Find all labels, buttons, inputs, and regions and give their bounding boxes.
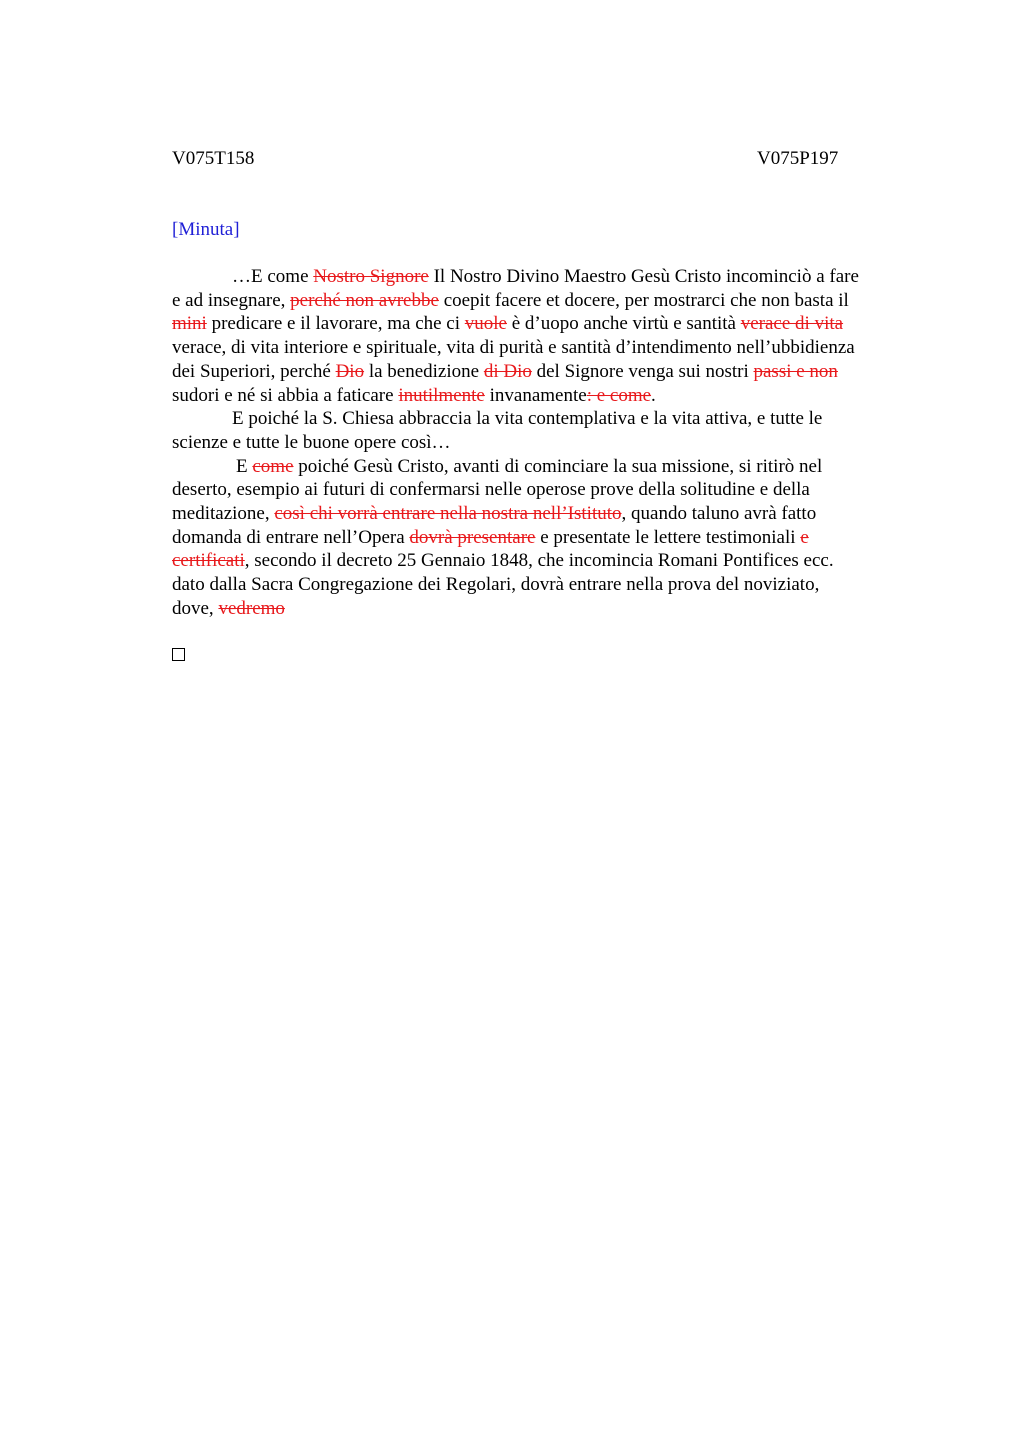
header-left-code: V075T158 xyxy=(172,148,255,169)
text-segment: verace, di vita interiore e spirituale, vita di purità e santità d’intendimento nell’ubbidienza xyxy=(172,337,855,359)
text-line xyxy=(172,549,922,573)
text-segment: dei Superiori, perché xyxy=(172,360,336,382)
text-line xyxy=(172,289,922,313)
deleted-text: così chi vorrà entrare nella nostra nell’Istituto xyxy=(274,503,622,525)
text-line xyxy=(172,265,922,289)
deleted-text: e xyxy=(800,526,809,548)
text-segment: invanamente xyxy=(484,384,587,406)
text-line xyxy=(172,407,922,431)
deleted-text: : e come xyxy=(586,384,652,406)
deleted-text: Dio xyxy=(335,360,365,382)
text-segment: domanda di entrare nell’Opera xyxy=(172,526,410,548)
text-line xyxy=(172,312,922,336)
text-segment: meditazione, xyxy=(172,503,275,525)
minuta-label: [Minuta] xyxy=(172,219,240,240)
text-line xyxy=(172,478,922,502)
deleted-text: dovrà presentare xyxy=(409,526,536,548)
text-segment: deserto, esempio ai futuri di confermarsi nelle operose prove della solitudine e della xyxy=(172,479,810,501)
text-line xyxy=(172,455,922,479)
deleted-text: verace di vita xyxy=(740,313,844,335)
deleted-text: come xyxy=(252,455,294,477)
deleted-text: perché non avrebbe xyxy=(290,289,439,311)
deleted-text: Nostro Signore xyxy=(313,266,429,287)
text-segment: E xyxy=(236,455,253,477)
text-segment: poiché Gesù Cristo, avanti di cominciare la sua missione, si ritirò nel xyxy=(293,455,823,477)
deleted-text: vedremo xyxy=(218,597,285,619)
text-segment: e presentate le lettere testimoniali xyxy=(535,526,801,548)
text-segment: sudori e né si abbia a faticare xyxy=(172,384,399,406)
text-segment: è d’uopo anche virtù e santità xyxy=(507,313,741,335)
text-segment: . xyxy=(651,384,656,406)
text-segment: dato dalla Sacra Congregazione dei Regolari, dovrà entrare nella prova del noviziato, xyxy=(172,574,820,596)
text-segment: e ad insegnare, xyxy=(172,289,291,311)
deleted-text: certificati xyxy=(172,550,245,572)
deleted-text: vuole xyxy=(464,313,507,335)
text-line xyxy=(172,431,922,455)
deleted-text: inutilmente xyxy=(398,384,485,406)
text-segment: E poiché la S. Chiesa abbraccia la vita contemplativa e la vita attiva, e tutte le xyxy=(232,408,823,430)
text-line xyxy=(172,502,922,526)
text-segment: , quando taluno avrà fatto xyxy=(621,503,817,525)
end-marker-box xyxy=(172,648,185,661)
text-line xyxy=(172,384,922,408)
text-segment: scienze e tutte le buone opere così… xyxy=(172,431,451,453)
text-line xyxy=(172,597,922,621)
deleted-text: passi e non xyxy=(753,360,838,382)
text-segment: Il Nostro Divino Maestro Gesù Cristo incominciò a fare xyxy=(428,266,859,287)
text-segment: , secondo il decreto 25 Gennaio 1848, che incomincia Romani Pontifices ecc. xyxy=(244,550,834,572)
text-segment: dove, xyxy=(172,597,219,619)
text-segment: del Signore venga sui nostri xyxy=(531,360,754,382)
text-line xyxy=(172,336,922,360)
text-segment: la benedizione xyxy=(364,360,484,382)
text-segment: predicare e il lavorare, ma che ci xyxy=(206,313,465,335)
text-line xyxy=(172,360,922,384)
header-right-code: V075P197 xyxy=(757,148,839,169)
deleted-text: di Dio xyxy=(483,360,532,382)
text-segment: coepit facere et docere, per mostrarci che non basta il xyxy=(438,289,849,311)
text-line xyxy=(172,573,922,597)
text-line xyxy=(172,526,922,550)
text-segment: …E come xyxy=(232,266,314,287)
deleted-text: mini xyxy=(172,313,207,335)
manuscript-body xyxy=(172,265,922,621)
